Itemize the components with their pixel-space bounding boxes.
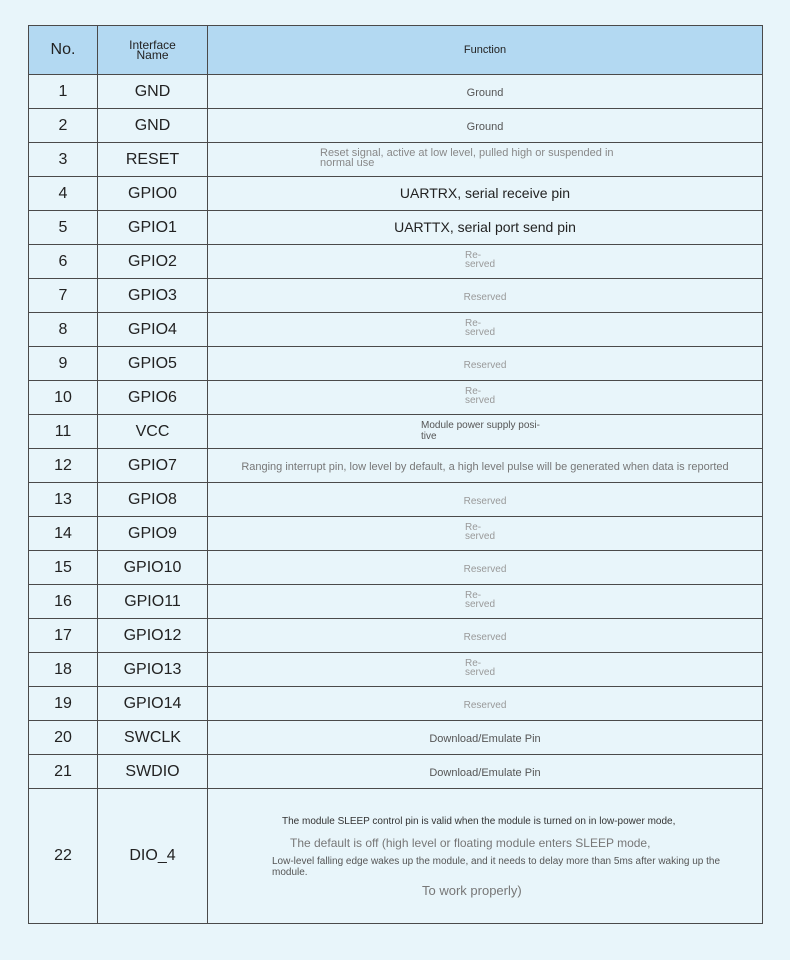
table-row xyxy=(29,449,763,483)
dio4-function-line: The module SLEEP control pin is valid when the module is turned on in low-power mode, xyxy=(282,815,676,827)
pin-function-text: Ground xyxy=(466,120,504,133)
pin-number: 22 xyxy=(29,789,98,924)
pin-function-text: Re-served xyxy=(465,318,496,338)
pin-function-text: Re-served xyxy=(465,522,496,542)
pin-number: 3 xyxy=(29,143,98,177)
pin-number: 14 xyxy=(29,517,98,551)
interface-name: DIO_4 xyxy=(98,789,208,924)
dio4-function-block xyxy=(208,816,762,897)
pin-function xyxy=(208,687,763,721)
table-row xyxy=(29,687,763,721)
interface-name: GPIO9 xyxy=(98,517,208,551)
pin-number: 1 xyxy=(29,75,98,109)
interface-name: RESET xyxy=(98,143,208,177)
pin-number: 11 xyxy=(29,415,98,449)
header-interface-name xyxy=(98,26,208,75)
pin-function-text: Reset signal, active at low level, pulled high or suspended in normal use xyxy=(320,147,614,169)
pin-function xyxy=(208,653,763,687)
pin-function xyxy=(208,347,763,381)
pin-function xyxy=(208,483,763,517)
pin-function xyxy=(208,313,763,347)
pin-function-text: Reserved xyxy=(463,563,507,575)
table-row xyxy=(29,313,763,347)
table-row xyxy=(29,347,763,381)
pin-function-text: UARTRX, serial receive pin xyxy=(399,184,571,201)
pin-number: 12 xyxy=(29,449,98,483)
pin-function xyxy=(208,721,763,755)
table-row xyxy=(29,415,763,449)
table-row xyxy=(29,721,763,755)
interface-name: GPIO7 xyxy=(98,449,208,483)
pin-function-text: Re-served xyxy=(465,386,496,406)
pin-function-text: Download/Emulate Pin xyxy=(429,732,541,745)
interface-name: GPIO5 xyxy=(98,347,208,381)
table-header xyxy=(29,26,763,75)
interface-name: GPIO4 xyxy=(98,313,208,347)
pin-function-text: Reserved xyxy=(463,699,507,711)
table-row xyxy=(29,619,763,653)
interface-name: GPIO6 xyxy=(98,381,208,415)
pin-number: 9 xyxy=(29,347,98,381)
table-row xyxy=(29,551,763,585)
interface-name: SWCLK xyxy=(98,721,208,755)
pin-function xyxy=(208,279,763,313)
pin-function xyxy=(208,211,763,245)
header-row xyxy=(29,26,763,75)
interface-name: GND xyxy=(98,75,208,109)
pin-function-text: Ranging interrupt pin, low level by default, a high level pulse will be generated when data is reported xyxy=(241,460,729,473)
pin-function xyxy=(208,551,763,585)
pin-number: 19 xyxy=(29,687,98,721)
pin-function-text: Download/Emulate Pin xyxy=(429,766,541,779)
interface-name: GPIO11 xyxy=(98,585,208,619)
interface-name: GPIO3 xyxy=(98,279,208,313)
table-row xyxy=(29,653,763,687)
pin-function xyxy=(208,755,763,789)
interface-name: GPIO8 xyxy=(98,483,208,517)
interface-name: GPIO14 xyxy=(98,687,208,721)
pin-number: 16 xyxy=(29,585,98,619)
interface-name: GPIO0 xyxy=(98,177,208,211)
pin-number: 20 xyxy=(29,721,98,755)
pin-number: 13 xyxy=(29,483,98,517)
table-body xyxy=(29,75,763,924)
pin-function-text: Ground xyxy=(466,86,504,99)
pin-function xyxy=(208,177,763,211)
pin-function-text: Reserved xyxy=(463,631,507,643)
pin-function-text: Re-served xyxy=(465,590,496,610)
pin-function-text: Re-served xyxy=(465,250,496,270)
table-row xyxy=(29,789,763,924)
pin-function-text: UARTTX, serial port send pin xyxy=(394,218,576,235)
table-row xyxy=(29,109,763,143)
pin-number: 4 xyxy=(29,177,98,211)
interface-name: GPIO12 xyxy=(98,619,208,653)
table-row xyxy=(29,177,763,211)
pin-number: 10 xyxy=(29,381,98,415)
pin-function xyxy=(208,789,763,924)
header-interface-name-line1: Interface xyxy=(129,38,176,52)
interface-name: VCC xyxy=(98,415,208,449)
pin-function-text: Reserved xyxy=(463,359,507,371)
pin-function-text: Reserved xyxy=(463,495,507,507)
interface-name: GPIO10 xyxy=(98,551,208,585)
pin-function-text: Reserved xyxy=(463,291,507,303)
pin-function xyxy=(208,449,763,483)
table-row xyxy=(29,75,763,109)
pin-number: 7 xyxy=(29,279,98,313)
table-row xyxy=(29,381,763,415)
dio4-function-line: Low-level falling edge wakes up the module, and it needs to delay more than 5ms after waking up the module. xyxy=(272,855,721,878)
pin-function xyxy=(208,585,763,619)
table-row xyxy=(29,483,763,517)
table-row xyxy=(29,517,763,551)
pin-number: 15 xyxy=(29,551,98,585)
table-row xyxy=(29,755,763,789)
interface-name: GPIO2 xyxy=(98,245,208,279)
pin-number: 17 xyxy=(29,619,98,653)
pin-function-text: Module power supply posi-tive xyxy=(421,419,540,442)
pin-function xyxy=(208,619,763,653)
pin-function xyxy=(208,109,763,143)
table-row xyxy=(29,211,763,245)
interface-name: GPIO13 xyxy=(98,653,208,687)
dio4-function-line: The default is off (high level or floating module enters SLEEP mode, xyxy=(290,835,651,850)
pin-function xyxy=(208,245,763,279)
pin-number: 21 xyxy=(29,755,98,789)
pin-function xyxy=(208,143,763,177)
header-function: Function xyxy=(208,26,763,75)
table-row xyxy=(29,245,763,279)
interface-name: GND xyxy=(98,109,208,143)
pin-function xyxy=(208,517,763,551)
interface-name: GPIO1 xyxy=(98,211,208,245)
header-no: No. xyxy=(29,26,98,75)
table-row xyxy=(29,279,763,313)
table-row xyxy=(29,585,763,619)
table-row xyxy=(29,143,763,177)
pin-number: 6 xyxy=(29,245,98,279)
pin-number: 8 xyxy=(29,313,98,347)
pin-function xyxy=(208,415,763,449)
pin-definition-table xyxy=(28,25,763,924)
interface-name: SWDIO xyxy=(98,755,208,789)
pin-number: 5 xyxy=(29,211,98,245)
header-interface-name-line2: Name xyxy=(136,48,169,62)
pin-function-text: Re-served xyxy=(465,658,496,678)
pin-number: 18 xyxy=(29,653,98,687)
dio4-function-line: To work properly) xyxy=(422,882,522,898)
pin-function xyxy=(208,75,763,109)
pin-number: 2 xyxy=(29,109,98,143)
pin-function xyxy=(208,381,763,415)
